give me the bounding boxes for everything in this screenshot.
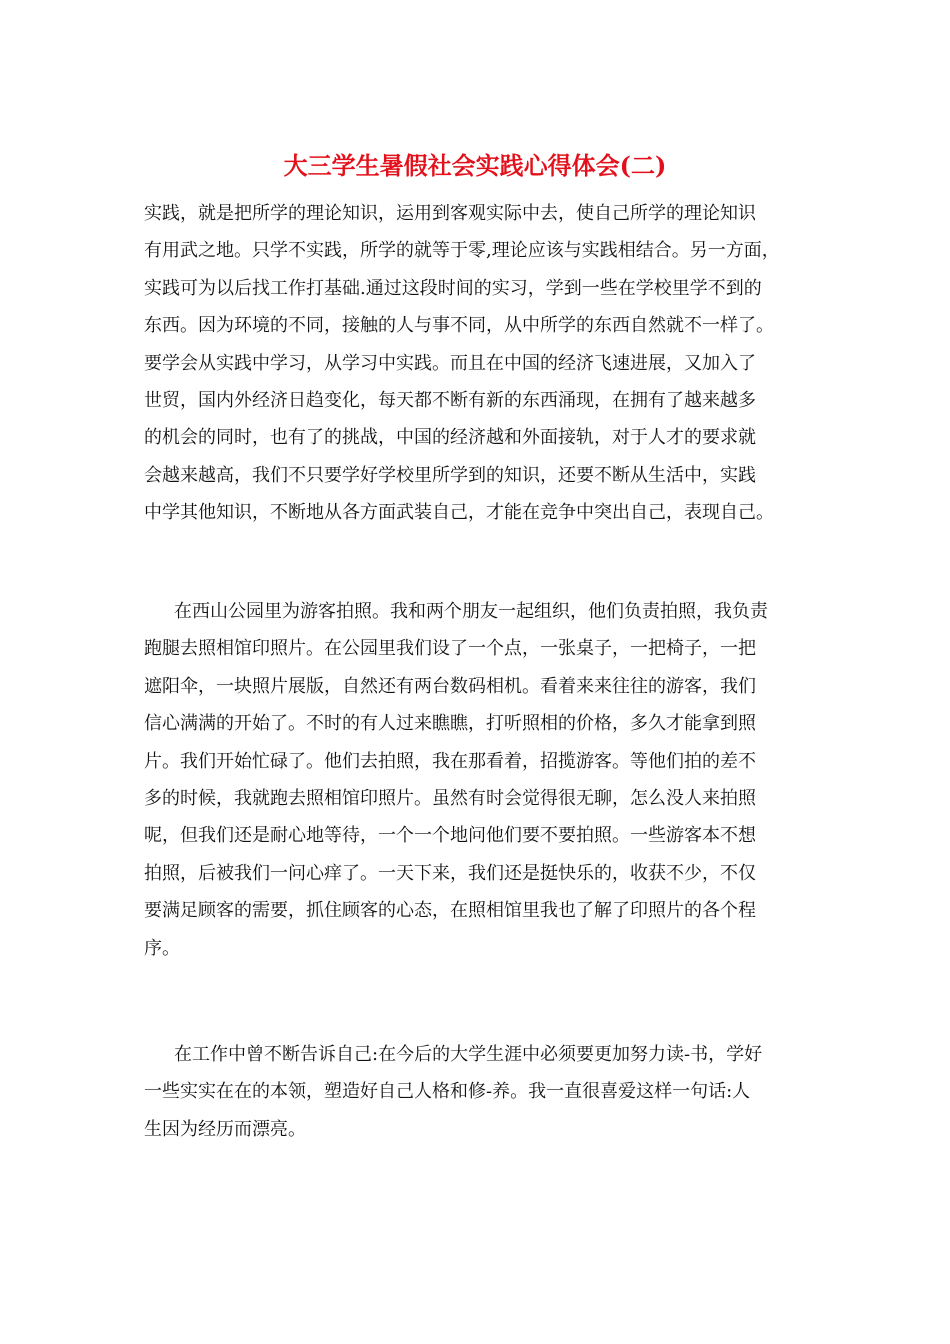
paragraph-line: 呢，但我们还是耐心地等待，一个一个地问他们要不要拍照。一些游客本不想 [144,825,756,847]
paragraph-line: 实践，就是把所学的理论知识，运用到客观实际中去，使自己所学的理论知识 [144,203,756,224]
paragraph-line: 世贸，国内外经济日趋变化，每天都不断有新的东西涌现，在拥有了越来越多 [144,390,756,412]
paragraph-line: 多的时候，我就跑去照相馆印照片。虽然有时会觉得很无聊，怎么没人来拍照 [144,788,756,810]
paragraph-park-photography [144,593,814,967]
paragraph-line: 序。 [144,937,180,959]
paragraph-line: 的机会的同时，也有了的挑战，中国的经济越和外面接轨，对于人才的要求就 [144,427,756,449]
paragraph-line: 实践可为以后找工作打基础.通过这段时间的实习，学到一些在学校里学不到的 [144,277,762,299]
paragraph-line: 在工作中曾不断告诉自己:在今后的大学生涯中必须要更加努力读-书，学好 [174,1044,763,1065]
paragraph-line: 信心满满的开始了。不时的有人过来瞧瞧，打听照相的价格，多久才能拿到照 [144,713,756,735]
paragraph-line: 拍照，后被我们一问心痒了。一天下来，我们还是挺快乐的，收获不少，不仅 [144,862,756,884]
paragraph-line: 要学会从实践中学习，从学习中实践。而且在中国的经济飞速进展，又加入了 [144,352,756,374]
paragraph-line: 有用武之地。只学不实践，所学的就等于零,理论应该与实践相结合。另一方面， [144,240,780,262]
paragraph-line: 一些实实在在的本领，塑造好自己人格和修-养。我一直很喜爱这样一句话:人 [144,1081,751,1103]
paragraph-line: 会越来越高，我们不只要学好学校里所学到的知识，还要不断从生活中，实践 [144,464,756,486]
paragraph-line: 遮阳伞，一块照片展版，自然还有两台数码相机。看着来来往往的游客，我们 [144,675,756,697]
paragraph-line: 在西山公园里为游客拍照。我和两个朋友一起组织，他们负责拍照，我负责 [174,601,768,622]
paragraph-line: 东西。因为环境的不同，接触的人与事不同，从中所学的东西自然就不一样了。 [144,315,774,337]
paragraph-reflection [144,1036,814,1148]
paragraph-line: 要满足顾客的需要，抓住顾客的心态，在照相馆里我也了解了印照片的各个程 [144,900,756,922]
paragraph-line: 跑腿去照相馆印照片。在公园里我们设了一个点，一张桌子，一把椅子，一把 [144,638,756,660]
paragraph-practice-meaning [144,195,814,532]
document-title: 大三学生暑假社会实践心得体会(二) [283,151,667,180]
paragraph-line: 片。我们开始忙碌了。他们去拍照，我在那看着，招揽游客。等他们拍的差不 [144,750,756,772]
paragraph-line: 生因为经历而漂亮。 [144,1118,306,1140]
paragraph-line: 中学其他知识，不断地从各方面武装自己，才能在竞争中突出自己，表现自己。 [144,502,774,524]
